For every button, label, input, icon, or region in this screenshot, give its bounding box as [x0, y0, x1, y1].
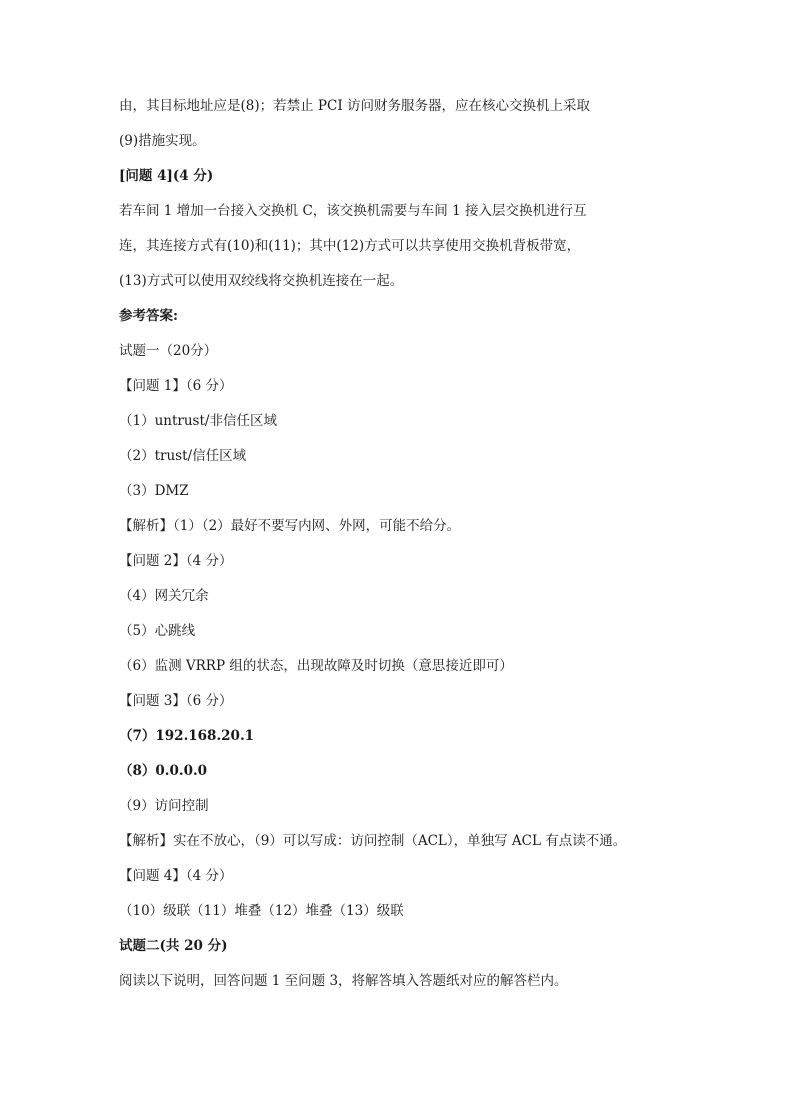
analysis-note: 【解析】（1）（2）最好不要写内网、外网，可能不给分。 — [119, 518, 461, 534]
answer-item: （7）192.168.20.1 — [119, 728, 255, 744]
answer-item: （1）untrust/非信任区域 — [119, 413, 277, 429]
answer-item: （3）DMZ — [119, 483, 189, 499]
answer-item: （2）trust/信任区域 — [119, 448, 247, 464]
answer-item: （5）心跳线 — [119, 623, 196, 639]
section-heading: [问题 4](4 分) — [119, 168, 214, 184]
answer-item: （10）级联（11）堆叠（12）堆叠（13）级联 — [119, 903, 404, 919]
question-heading: 【问题 4】（4 分） — [119, 868, 233, 884]
question-heading: 【问题 2】（4 分） — [119, 553, 233, 569]
text-line: 若车间 1 增加一台接入交换机 C，该交换机需要与车间 1 接入层交换机进行互 — [119, 203, 587, 219]
analysis-note: 【解析】实在不放心，（9）可以写成：访问控制（ACL），单独写 ACL 有点读不通。 — [119, 833, 627, 849]
question-heading: 【问题 1】（6 分） — [119, 378, 233, 394]
text-line: (13)方式可以使用双绞线将交换机连接在一起。 — [119, 273, 404, 289]
answer-item: （6）监测 VRRP 组的状态，出现故障及时切换（意思接近即可） — [119, 658, 513, 674]
section-heading: 试题二(共 20 分) — [119, 938, 228, 954]
text-line: 阅读以下说明，回答问题 1 至问题 3，将解答填入答题纸对应的解答栏内。 — [119, 973, 568, 989]
answer-item: （4）网关冗余 — [119, 588, 209, 604]
answer-item: （8）0.0.0.0 — [119, 763, 208, 779]
question-heading: 【问题 3】（6 分） — [119, 693, 233, 709]
answer-item: （9）访问控制 — [119, 798, 209, 814]
text-line: (9)措施实现。 — [119, 133, 206, 149]
answer-heading: 参考答案: — [119, 308, 178, 324]
text-line: 由，其目标地址应是(8)；若禁止 PCI 访问财务服务器，应在核心交换机上采取 — [119, 98, 590, 114]
question-title: 试题一（20分） — [119, 343, 218, 359]
text-line: 连，其连接方式有(10)和(11)；其中(12)方式可以共享使用交换机背板带宽， — [119, 238, 581, 254]
